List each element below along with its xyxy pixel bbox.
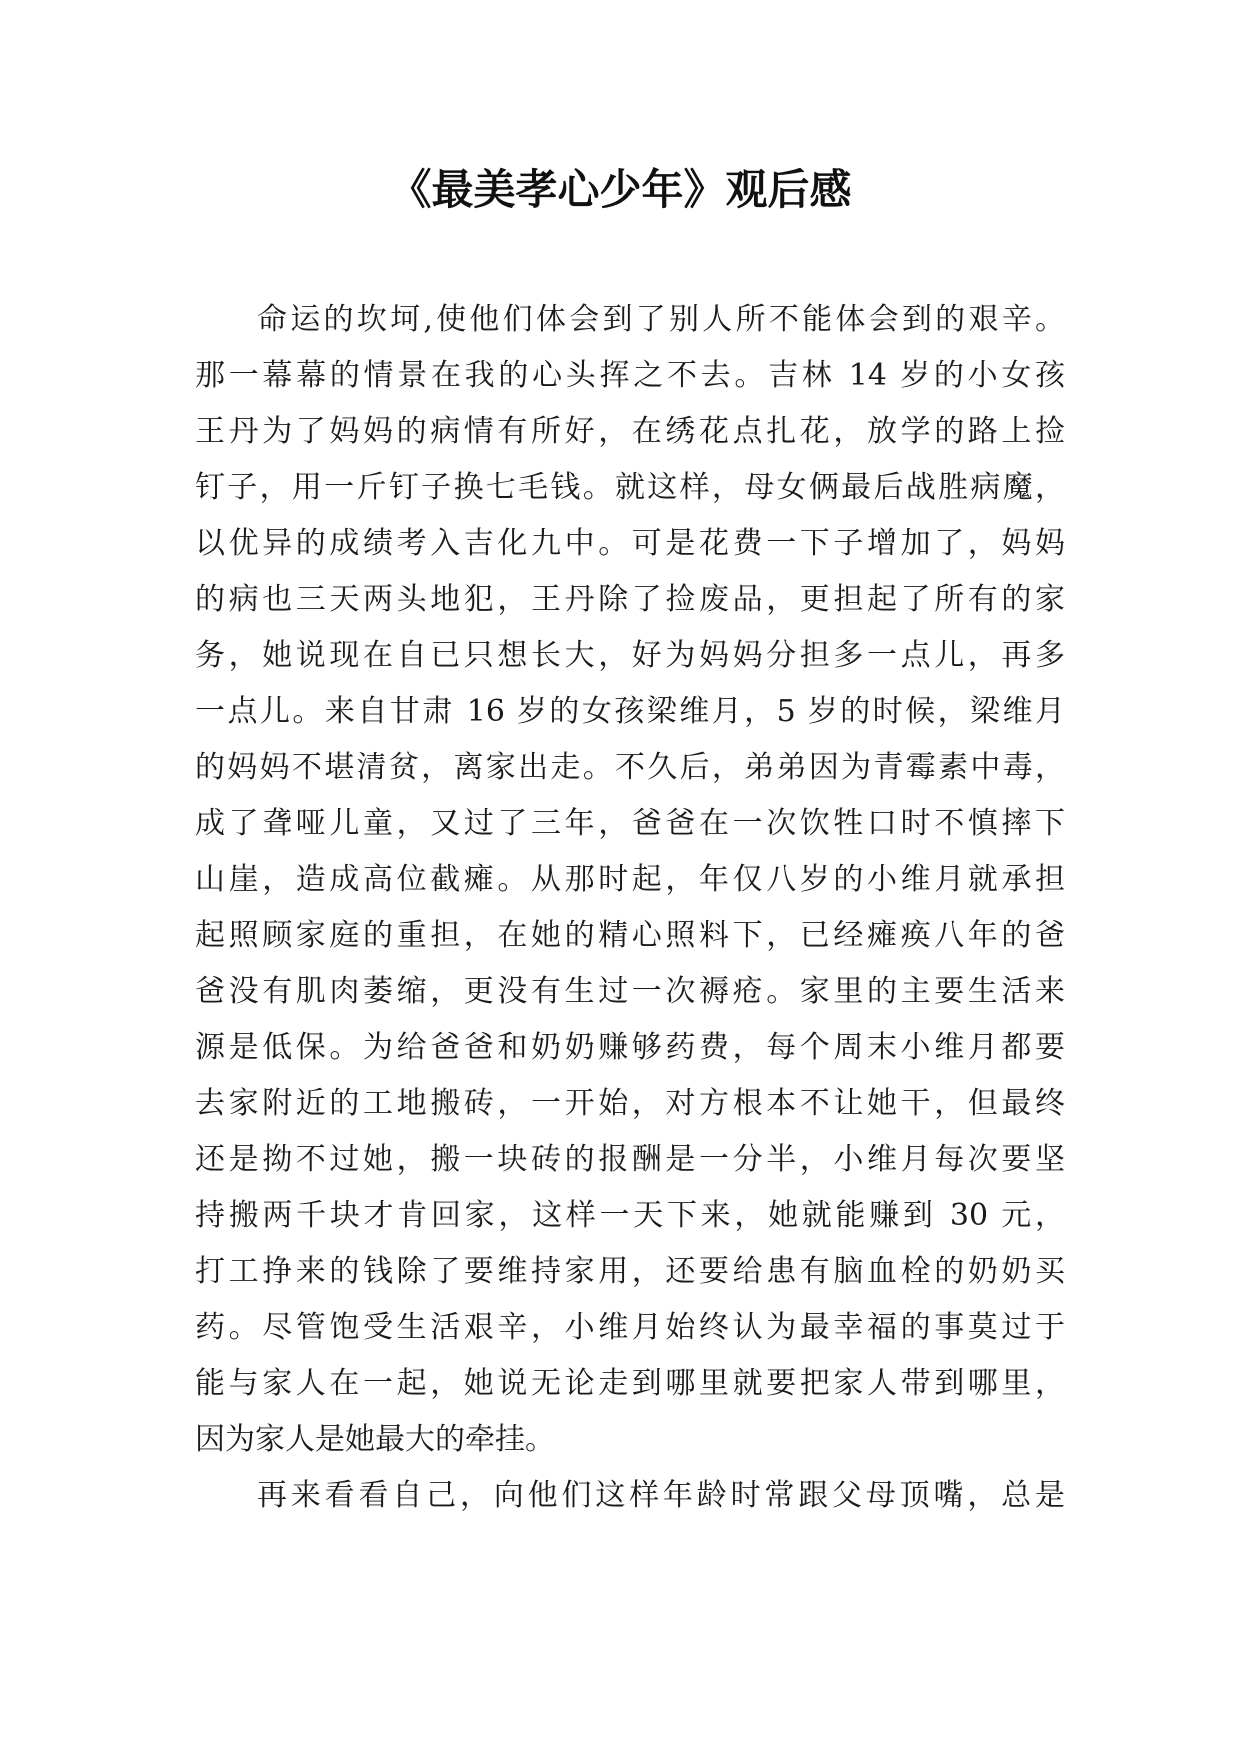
text-line: 源是低保。为给爸爸和奶奶赚够药费，每个周末小维月都要 [195,1030,1065,1065]
text-line: 还是拗不过她，搬一块砖的报酬是一分半，小维月每次要坚 [195,1142,1065,1177]
text-line: 一点儿。来自甘肃 16 岁的女孩梁维月，5 岁的时候，梁维月 [195,694,1065,729]
document-body [195,292,1065,1524]
text-line: 能与家人在一起，她说无论走到哪里就要把家人带到哪里， [195,1366,1065,1401]
text-line: 的病也三天两头地犯，王丹除了捡废品，更担起了所有的家 [195,582,1065,617]
text-line: 再来看看自己，向他们这样年龄时常跟父母顶嘴，总是 [257,1478,1065,1513]
text-line: 命运的坎坷,使他们体会到了别人所不能体会到的艰辛。 [257,302,1065,337]
text-line: 成了聋哑儿童，又过了三年，爸爸在一次饮牲口时不慎摔下 [195,806,1065,841]
text-line: 以优异的成绩考入吉化九中。可是花费一下子增加了，妈妈 [195,526,1065,561]
paragraph-1 [195,292,1065,1468]
text-line: 打工挣来的钱除了要维持家用，还要给患有脑血栓的奶奶买 [195,1254,1065,1289]
text-line: 的妈妈不堪清贫，离家出走。不久后，弟弟因为青霉素中毒， [195,750,1065,785]
text-line: 药。尽管饱受生活艰辛，小维月始终认为最幸福的事莫过于 [195,1310,1065,1345]
text-line: 务，她说现在自已只想长大，好为妈妈分担多一点儿，再多 [195,638,1065,673]
text-line: 爸没有肌肉萎缩，更没有生过一次褥疮。家里的主要生活来 [195,974,1065,1009]
text-line: 王丹为了妈妈的病情有所好，在绣花点扎花，放学的路上捡 [195,414,1065,449]
text-line: 那一幕幕的情景在我的心头挥之不去。吉林 14 岁的小女孩 [195,358,1065,393]
text-line: 持搬两千块才肯回家，这样一天下来，她就能赚到 30 元， [195,1198,1065,1233]
text-line: 起照顾家庭的重担，在她的精心照料下，已经瘫痪八年的爸 [195,918,1065,953]
text-line: 去家附近的工地搬砖，一开始，对方根本不让她干，但最终 [195,1086,1065,1121]
text-line: 山崖，造成高位截瘫。从那时起，年仅八岁的小维月就承担 [195,862,1065,897]
text-line: 因为家人是她最大的牵挂。 [195,1422,555,1457]
paragraph-2 [195,1468,1065,1524]
text-line: 钉子，用一斤钉子换七毛钱。就这样，母女俩最后战胜病魔， [195,470,1065,505]
document-title: 《最美孝心少年》观后感 [389,165,852,214]
